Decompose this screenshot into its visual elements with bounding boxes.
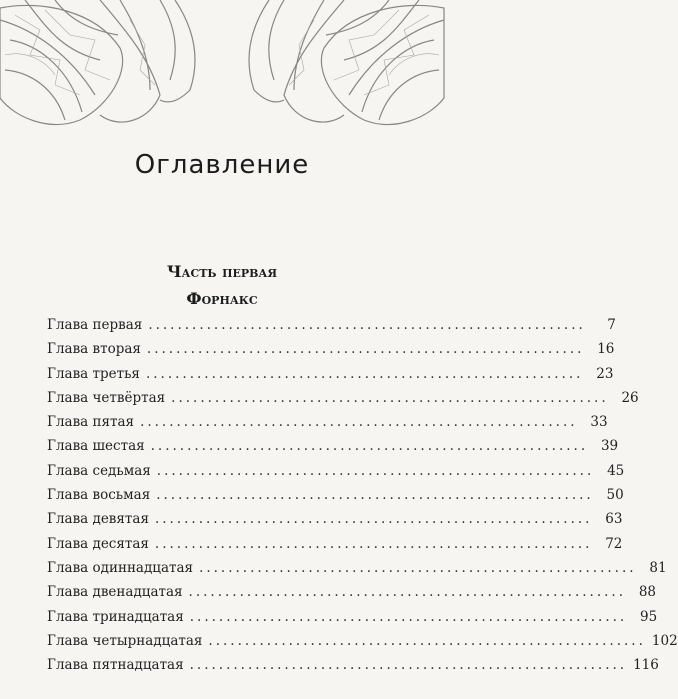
page-number: 81 (649, 559, 667, 576)
page-number: 95 (640, 608, 658, 625)
page-number: 33 (590, 414, 608, 431)
chapter-title: Глава третья (47, 365, 140, 382)
chapter-title: Глава четвёртая (47, 389, 166, 406)
page-number: 88 (638, 584, 657, 601)
page-number: 45 (607, 462, 625, 479)
chapter-title: Глава одиннадцатая (47, 559, 194, 576)
dot-leader: ............................................................ (146, 341, 585, 358)
chapter-title: Глава пятая (47, 414, 135, 431)
page-number: 102 (651, 632, 678, 649)
dot-leader: ............................................................ (189, 657, 628, 674)
page-number: 16 (597, 341, 615, 358)
chapter-title: Глава двенадцатая (47, 584, 183, 601)
dot-leader: ............................................................ (171, 389, 609, 406)
page-number: 26 (621, 389, 639, 406)
dot-leader: ............................................................ (140, 414, 578, 431)
dot-leader: ............................................................ (188, 584, 627, 601)
chapter-title: Глава восьмая (47, 487, 151, 504)
page-number: 39 (600, 438, 619, 455)
chapter-title: Глава пятнадцатая (47, 657, 184, 674)
toc-entry (47, 535, 623, 560)
chapter-title: Глава четырнадцатая (47, 632, 203, 649)
toc-entry (47, 608, 658, 633)
toc-entry (47, 462, 625, 487)
chapter-title: Глава десятая (47, 535, 149, 552)
dot-leader: ............................................................ (156, 487, 594, 504)
chapter-title: Глава вторая (47, 341, 141, 358)
dot-leader: ............................................................ (154, 535, 593, 552)
chapter-title: Глава шестая (47, 438, 145, 455)
page-number: 7 (607, 317, 616, 333)
chapter-title: Глава первая (47, 317, 143, 333)
table-of-contents (47, 317, 678, 681)
toc-entry (47, 511, 623, 535)
dot-leader: ............................................................ (145, 365, 584, 382)
dot-leader: ............................................................ (148, 317, 586, 333)
part-title: Часть первая (166, 262, 278, 281)
dot-leader: ............................................................ (199, 559, 637, 576)
page-number: 72 (605, 535, 623, 552)
toc-entry (47, 584, 657, 608)
page-title: Оглавление (134, 150, 310, 180)
toc-entry (47, 365, 614, 390)
page-number: 116 (633, 657, 659, 674)
dot-leader: ............................................................ (154, 511, 593, 528)
toc-entry (47, 438, 619, 462)
chapter-title: Глава седьмая (47, 462, 151, 479)
page-number: 63 (605, 511, 623, 528)
toc-entry (47, 317, 616, 341)
toc-entry (47, 341, 615, 365)
toc-entry (47, 559, 667, 584)
dot-leader: ............................................................ (208, 632, 646, 649)
toc-entry (47, 632, 678, 657)
toc-entry (47, 487, 624, 511)
chapter-title: Глава тринадцатая (47, 608, 184, 625)
chapter-title: Глава девятая (47, 511, 149, 528)
toc-entry (47, 389, 639, 414)
toc-entry (47, 657, 659, 681)
dot-leader: ............................................................ (156, 462, 595, 479)
page-number: 23 (596, 365, 614, 382)
part-subtitle: Форнакс (186, 289, 258, 308)
dot-leader: ............................................................ (189, 608, 628, 625)
leaf-ornament-icon (0, 0, 444, 150)
page-number: 50 (606, 487, 624, 504)
dot-leader: ............................................................ (150, 438, 589, 455)
toc-entry (47, 414, 608, 438)
